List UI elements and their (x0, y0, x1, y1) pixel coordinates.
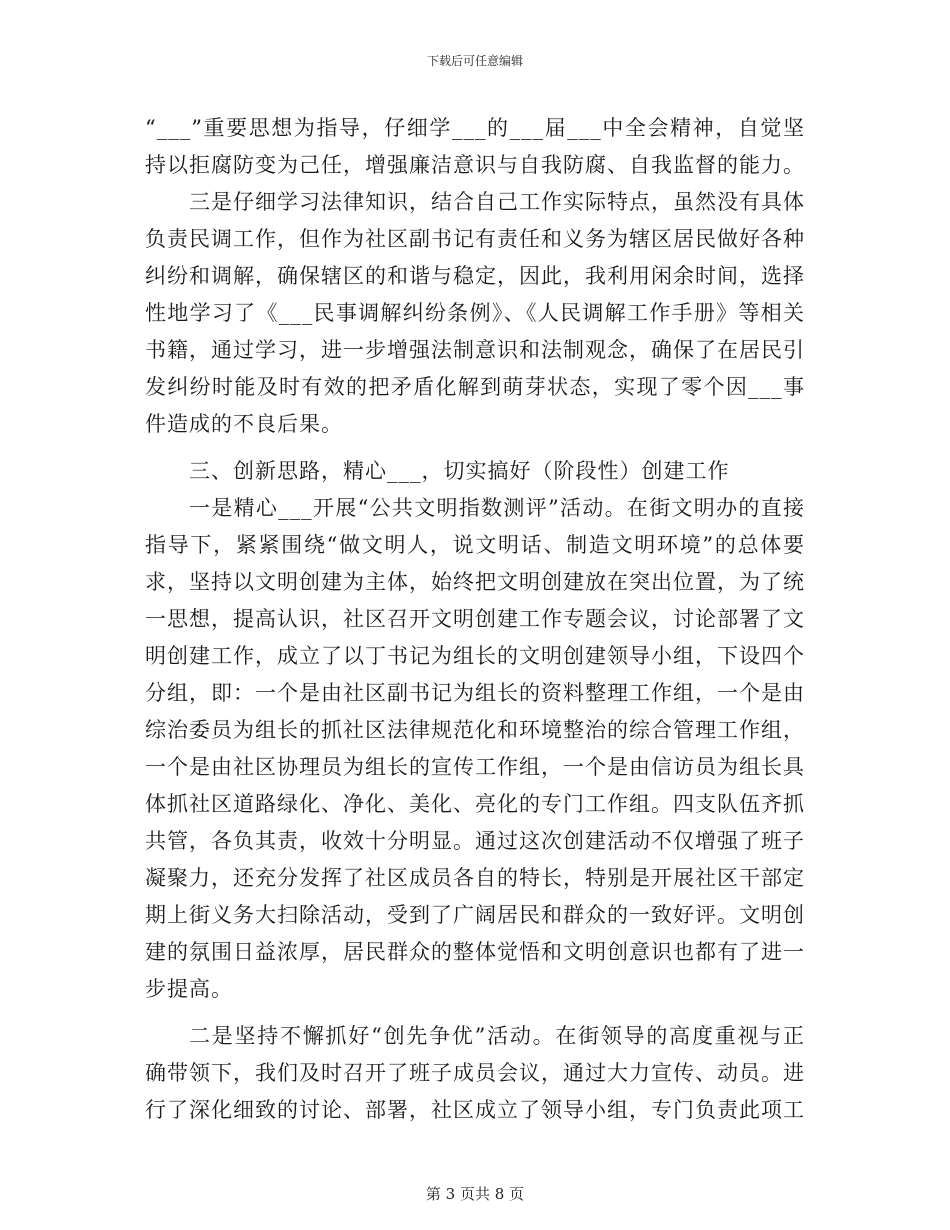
paragraph-4: 二是坚持不懈抓好“创先争优”活动。在街领导的高度重视与正确带领下，我们及时召开了班子成员会议，通过大力宣传、动员。进行了深化细致的讨论、部署，社区成立了领导小组，专门负责此项工 (145, 1024, 805, 1122)
paragraph-3: 一是精心___开展“公共文明指数测评”活动。在街文明办的直接指导下，紧紧围绕“做文明人，说文明话、制造文明环境”的总体要求，坚持以文明创建为主体，始终把文明创建放在突出位置，为了统一思想，提高认识，社区召开文明创建工作专题会议，讨论部署了文明创建工作，成立了以丁书记为组长的文明创建领导小组，下设四个分组，即：一个是由社区副书记为组长的资料整理工作组，一个是由综治委员为组长的抓社区法律规范化和环境整治的综合管理工作组，一个是由社区协理员为组长的宣传工作组，一个是由信访员为组长具体抓社区道路绿化、净化、美化、亮化的专门工作组。四支队伍齐抓共管，各负其责，收效十分明显。通过这次创建活动不仅增强了班子凝聚力，还充分发挥了社区成员各自的特长，特别是开展社区干部定期上街义务大扫除活动，受到了广阔居民和群众的一致好评。文明创建的氛围日益浓厚，居民群众的整体觉悟和文明创意识也都有了进一步提高。 (145, 496, 805, 1001)
document-body (145, 110, 805, 1129)
section-heading: 三、创新思路，精心___，切实搞好（阶段性）创建工作 (189, 459, 730, 483)
paragraph-1: “___”重要思想为指导，仔细学___的___届___中全会精神，自觉坚持以拒腐防变为己任，增强廉洁意识与自我防腐、自我监督的能力。 (145, 116, 805, 177)
page-header: 下载后可任意编辑 (426, 54, 523, 68)
page-number: 第 3 页共 8 页 (425, 1185, 525, 1203)
paragraph-2: 三是仔细学习法律知识，结合自己工作实际特点，虽然没有具体负责民调工作，但作为社区副书记有责任和义务为辖区居民做好各种纠纷和调解，确保辖区的和谐与稳定，因此，我利用闲余时间，选择性地学习了《___民事调解纠纷条例》、《人民调解工作手册》等相关书籍，通过学习，进一步增强法制意识和法制观念，确保了在居民引发纠纷时能及时有效的把矛盾化解到萌芽状态，实现了零个因___事件造成的不良后果。 (145, 190, 805, 436)
